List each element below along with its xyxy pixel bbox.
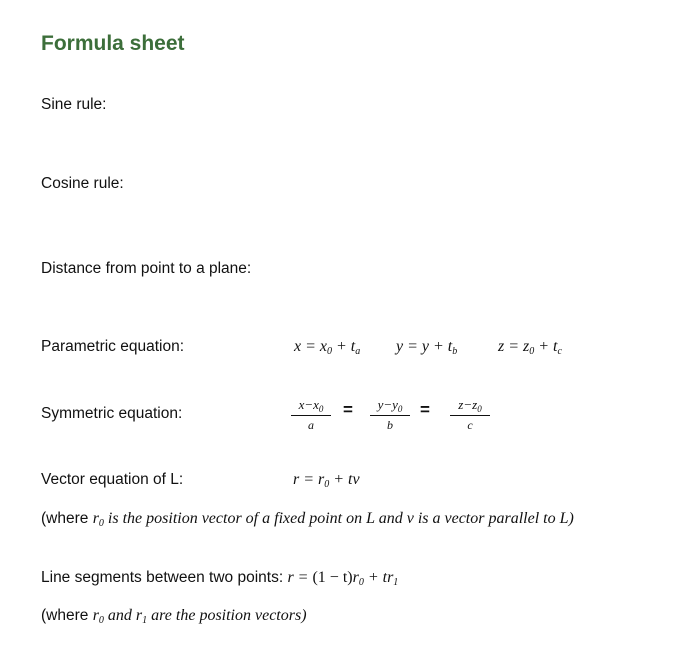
parametric-z-equation: $z = z_0 + t_c$ [498,338,562,357]
cosine-rule-label: Cosine rule: [41,175,124,192]
parametric-label: Parametric equation: [41,338,185,355]
vector-equation: $r = r_0$ + tv [293,471,360,490]
vector-equation-note: (where $r_0$ is the position vector of a fixed point on L and v is a vector parallel to L) [41,510,574,529]
symmetric-equals-2: = [420,400,430,419]
parametric-y-equation: $y = y + t_b$ [396,338,458,357]
vector-equation-label: Vector equation of L: [41,471,184,488]
line-segments-note: (where $r_0$ and $r_1$ are the position vectors) [41,607,307,626]
symmetric-fraction-y: $\frac{y-y_0}{b}$ [370,397,410,433]
parametric-x-equation: $x = x_0 + t_a$ [294,338,361,357]
page-title: Formula sheet [41,32,185,55]
symmetric-label: Symmetric equation: [41,405,183,422]
symmetric-fraction-x: $\frac{x-x_0}{a}$ [291,397,331,433]
line-segments-row [41,569,398,587]
symmetric-equals-1: = [343,400,353,419]
sine-rule-label: Sine rule: [41,96,107,113]
line-segments-label: Line segments between two points: [41,569,288,586]
distance-label: Distance from point to a plane: [41,260,252,277]
symmetric-fraction-z: $\frac{z-z_0}{c}$ [450,397,490,433]
line-segments-equation: $r = (1 - t)r_0 + tr_1$ [287,569,399,588]
